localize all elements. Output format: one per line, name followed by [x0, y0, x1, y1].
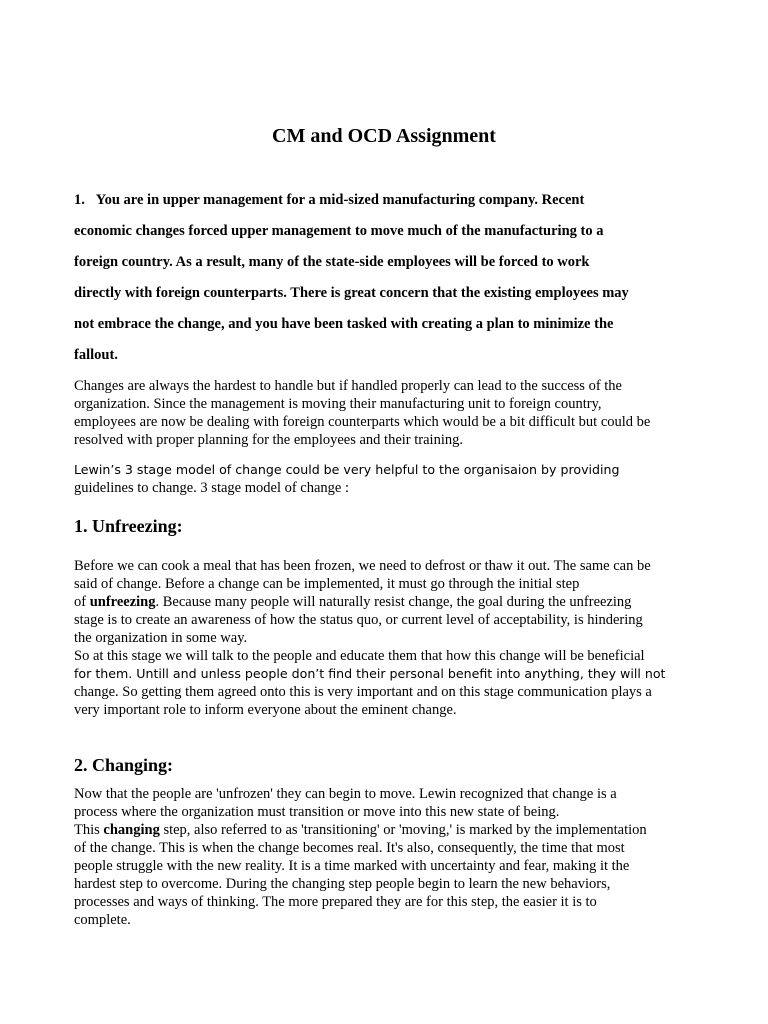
unfreezing-text: . Because many people will naturally resist change, the goal during the unfreezing: [155, 594, 632, 610]
changing-line: of the change. This is when the change becomes real. It's also, consequently, the time that most: [74, 840, 625, 856]
changing-line: Now that the people are 'unfrozen' they can begin to move. Lewin recognized that change is a: [74, 786, 617, 802]
question-line: directly with foreign counterparts. There is great concern that the existing employees may: [74, 285, 629, 301]
changing-line: people struggle with the new reality. It is a time marked with uncertainty and fear, making it the: [74, 858, 630, 874]
question-number: 1.: [74, 192, 85, 208]
changing-bold-term: changing: [103, 822, 160, 838]
unfreezing-line: So at this stage we will talk to the people and educate them that how this change will be beneficial: [74, 648, 645, 664]
question-line: not embrace the change, and you have been tasked with creating a plan to minimize the: [74, 316, 614, 332]
intro-line: Changes are always the hardest to handle but if handled properly can lead to the success of the: [74, 378, 622, 394]
unfreezing-line: said of change. Before a change can be implemented, it must go through the initial step: [74, 576, 580, 592]
changing-paragraph: [74, 785, 689, 929]
changing-line: processes and ways of thinking. The more prepared they are for this step, the easier it is to: [74, 894, 597, 910]
intro-line: organization. Since the management is moving their manufacturing unit to foreign country,: [74, 396, 602, 412]
section-heading-unfreezing: 1. Unfreezing:: [74, 516, 183, 536]
question-text: You are in upper management for a mid-sized manufacturing company. Recent: [95, 192, 585, 208]
unfreezing-line: Before we can cook a meal that has been frozen, we need to defrost or thaw it out. The same can be: [74, 558, 651, 574]
lewin-line: Lewin’s 3 stage model of change could be very helpful to the organisaion by providing: [74, 462, 620, 477]
question-line: fallout.: [74, 347, 118, 363]
unfreezing-line: [74, 593, 689, 611]
question-line: foreign country. As a result, many of the state-side employees will be forced to work: [74, 254, 590, 270]
changing-line: complete.: [74, 912, 131, 928]
changing-text: step, also referred to as 'transitioning' or 'moving,' is marked by the implementation: [159, 822, 647, 838]
changing-line: process where the organization must transition or move into this new state of being.: [74, 804, 560, 820]
question-line: economic changes forced upper management to move much of the manufacturing to a: [74, 223, 604, 239]
intro-line: employees are now be dealing with foreign counterparts which would be a bit difficult but could be: [74, 414, 651, 430]
changing-line: hardest step to overcome. During the changing step people begin to learn the new behaviors,: [74, 876, 611, 892]
lewin-paragraph: [74, 461, 689, 497]
unfreezing-paragraph: [74, 557, 689, 719]
unfreezing-line: the organization in some way.: [74, 630, 248, 646]
question-line: [74, 190, 714, 221]
intro-line: resolved with proper planning for the employees and their training.: [74, 432, 463, 448]
unfreezing-line: change. So getting them agreed onto this is very important and on this stage communication plays a: [74, 684, 652, 700]
changing-text: This: [74, 822, 104, 838]
unfreezing-text: of: [74, 594, 90, 610]
section-heading-changing: 2. Changing:: [74, 755, 174, 775]
unfreezing-line: stage is to create an awareness of how the status quo, or current level of acceptability, is hindering: [74, 612, 643, 628]
unfreezing-bold-term: unfreezing: [89, 594, 156, 610]
lewin-line: guidelines to change. 3 stage model of change :: [74, 480, 350, 496]
question-block: [74, 190, 714, 376]
intro-paragraph: [74, 377, 689, 449]
document-title: CM and OCD Assignment: [272, 125, 496, 147]
changing-line: [74, 821, 689, 839]
unfreezing-line: very important role to inform everyone about the eminent change.: [74, 702, 457, 718]
unfreezing-line: for them. Untill and unless people don’t find their personal benefit into anything, they will not: [74, 666, 666, 681]
